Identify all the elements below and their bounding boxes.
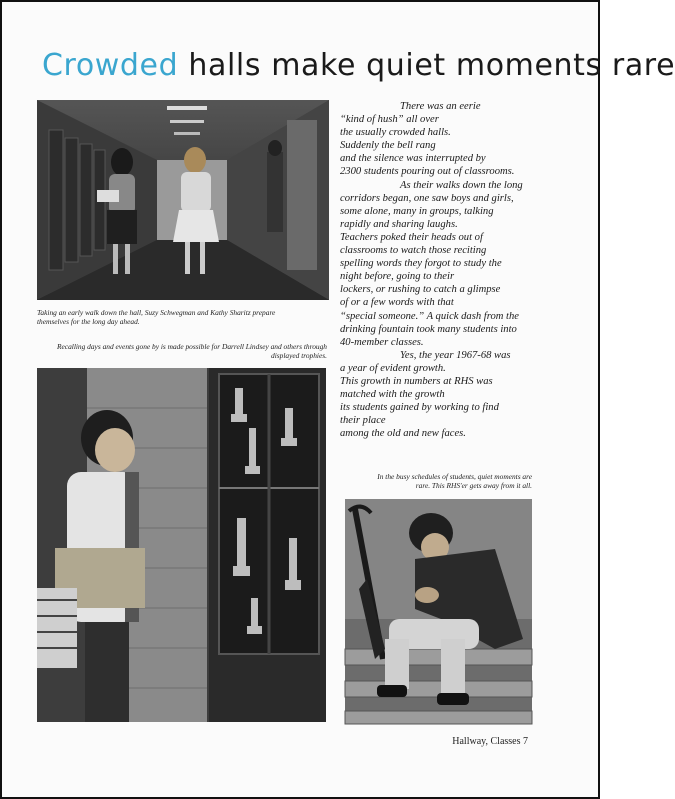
body-text-line: and the silence was interrupted by bbox=[340, 153, 486, 165]
body-text-line: rapidly and sharing laughs. bbox=[340, 218, 458, 230]
article-body-text bbox=[340, 100, 540, 440]
hallway-walk-caption: Taking an early walk down the hall, Suzy Schwegman and Kathy Sharitz prepare themselves for the long day ahead. bbox=[37, 308, 276, 326]
body-text-line: Suddenly the bell rang bbox=[340, 140, 436, 152]
body-text-line: night before, going to their bbox=[340, 271, 455, 283]
quiet-moments-caption: In the busy schedules of students, quiet moments are rare. This RHS'er gets away from it all. bbox=[377, 472, 532, 490]
body-text-line: the usually crowded halls. bbox=[340, 127, 451, 139]
title-accent-word: Crowded bbox=[42, 48, 179, 83]
body-text-line: This growth in numbers at RHS was bbox=[340, 375, 493, 387]
body-text-line: There was an eerie bbox=[400, 101, 481, 112]
body-text-line: 40-member classes. bbox=[340, 336, 424, 348]
body-text-line: corridors began, one saw boys and girls, bbox=[340, 192, 514, 204]
body-text-line: drinking fountain took many students into bbox=[340, 323, 517, 335]
body-text-line: Teachers poked their heads out of bbox=[340, 231, 483, 243]
body-text-line: “kind of hush” all over bbox=[340, 114, 439, 126]
title-rest: halls make quiet moments rare bbox=[178, 48, 675, 83]
body-text-line: its students gained by working to find bbox=[340, 402, 499, 414]
body-text-line: 2300 students pouring out of classrooms. bbox=[340, 166, 515, 178]
body-text-line: Yes, the year 1967-68 was bbox=[400, 349, 511, 361]
body-text-line: classrooms to watch those reciting bbox=[340, 245, 487, 257]
hallway-walk-photo bbox=[37, 100, 329, 300]
body-text-line: a year of evident growth. bbox=[340, 362, 446, 374]
trophies-caption: Recalling days and events gone by is made possible for Darrell Lindsey and others through displayed trophies. bbox=[57, 342, 327, 360]
body-text-line: lockers, or rushing to catch a glimpse bbox=[340, 284, 501, 296]
body-text-line: matched with the growth bbox=[340, 389, 445, 401]
page-footer: Hallway, Classes 7 bbox=[452, 736, 528, 747]
body-text-line: of or a few words with that bbox=[340, 297, 454, 309]
student-on-stairs-photo bbox=[345, 499, 532, 724]
body-text-line: among the old and new faces. bbox=[340, 428, 466, 440]
trophy-case-photo bbox=[37, 368, 326, 722]
body-text-line: their place bbox=[340, 415, 386, 427]
body-text-line: some alone, many in groups, talking bbox=[340, 205, 494, 217]
body-text-line: As their walks down the long bbox=[400, 179, 523, 191]
body-text-line: spelling words they forgot to study the bbox=[340, 258, 502, 270]
page-title bbox=[42, 48, 675, 83]
body-text-line: “special someone.” A quick dash from the bbox=[340, 310, 520, 322]
